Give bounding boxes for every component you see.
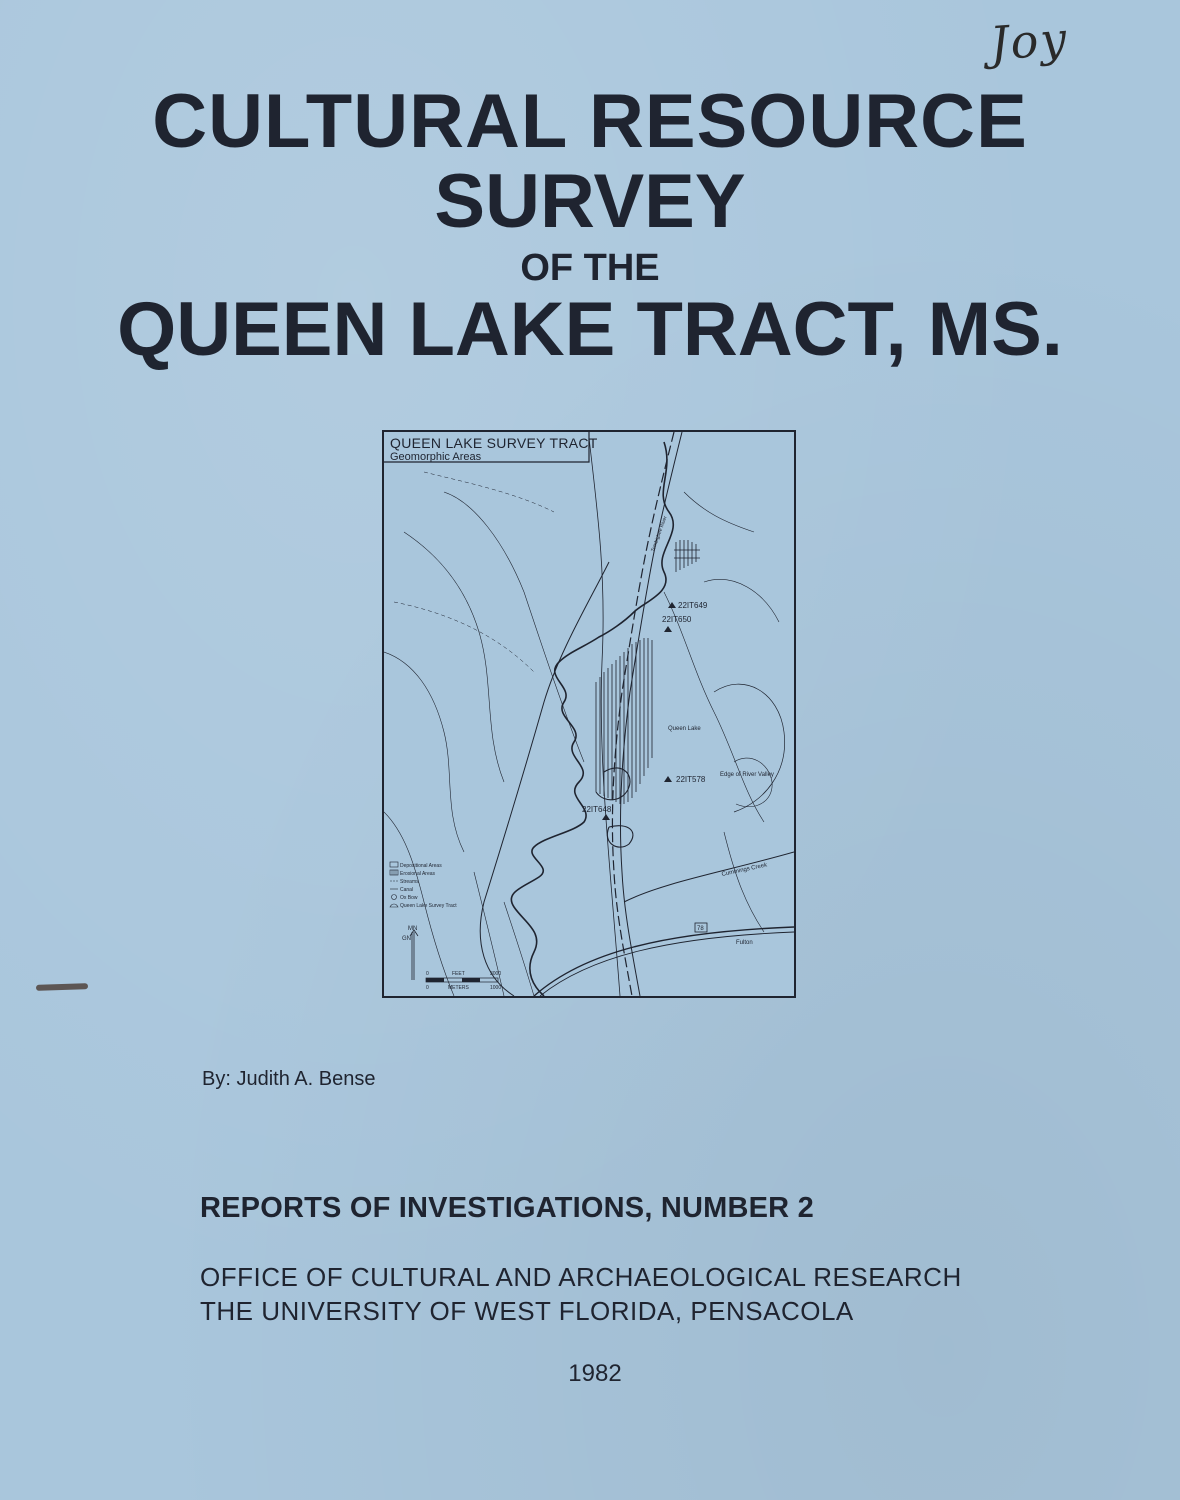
svg-text:Depositional Areas: Depositional Areas — [400, 863, 442, 869]
survey-map — [382, 430, 796, 998]
north-arrow — [402, 926, 418, 980]
svg-text:Streams: Streams — [400, 879, 419, 885]
svg-text:0: 0 — [426, 985, 429, 991]
office-line-2: THE UNIVERSITY OF WEST FLORIDA, PENSACOLA — [200, 1296, 854, 1326]
title-line-1: CULTURAL RESOURCE — [152, 79, 1028, 164]
map-title: QUEEN LAKE SURVEY TRACT — [390, 435, 598, 451]
publisher-block — [200, 1260, 962, 1328]
site-label: 22IT649 — [678, 601, 708, 610]
svg-text:FEET: FEET — [452, 971, 465, 977]
svg-text:MN: MN — [408, 926, 418, 932]
svg-text:1000: 1000 — [490, 985, 502, 991]
map-legend — [390, 862, 457, 909]
creek-label: Cummings Creek — [721, 862, 768, 878]
scale-bar — [426, 971, 501, 991]
site-label: 22IT648 — [582, 805, 612, 814]
series-title: REPORTS OF INVESTIGATIONS, NUMBER 2 — [200, 1192, 814, 1224]
svg-text:METERS: METERS — [448, 985, 469, 991]
svg-text:3000: 3000 — [490, 971, 502, 977]
site-label: 22IT650 — [662, 615, 692, 624]
map-subtitle: Geomorphic Areas — [390, 451, 482, 463]
svg-text:0: 0 — [426, 971, 429, 977]
river-label: Tombigbee River — [650, 515, 669, 553]
svg-text:Erosional Areas: Erosional Areas — [400, 871, 436, 877]
author-line: By: Judith A. Bense — [202, 1068, 376, 1090]
ink-smudge — [36, 983, 88, 991]
handwritten-note: Joy — [988, 11, 1070, 71]
highway-shield — [695, 923, 707, 932]
svg-text:Ox Bow: Ox Bow — [400, 895, 418, 901]
svg-text:GN: GN — [402, 936, 411, 942]
publication-year: 1982 — [568, 1360, 622, 1387]
title-block — [0, 79, 1180, 372]
valley-edge-label: Edge of River Valley — [720, 772, 774, 778]
office-line-1: OFFICE OF CULTURAL AND ARCHAEOLOGICAL RESEARCH — [200, 1262, 962, 1292]
title-line-4: QUEEN LAKE TRACT, MS. — [117, 287, 1063, 372]
title-line-2: SURVEY — [434, 159, 746, 244]
town-label: Fulton — [736, 940, 753, 946]
svg-text:78: 78 — [697, 926, 704, 932]
svg-text:Queen Lake Survey Tract: Queen Lake Survey Tract — [400, 903, 457, 909]
site-label: 22IT578 — [676, 775, 706, 784]
queen-lake-label: Queen Lake — [668, 726, 701, 732]
map-drawing — [384, 432, 794, 996]
title-line-3: OF THE — [520, 247, 660, 289]
svg-text:Canal: Canal — [400, 887, 414, 893]
